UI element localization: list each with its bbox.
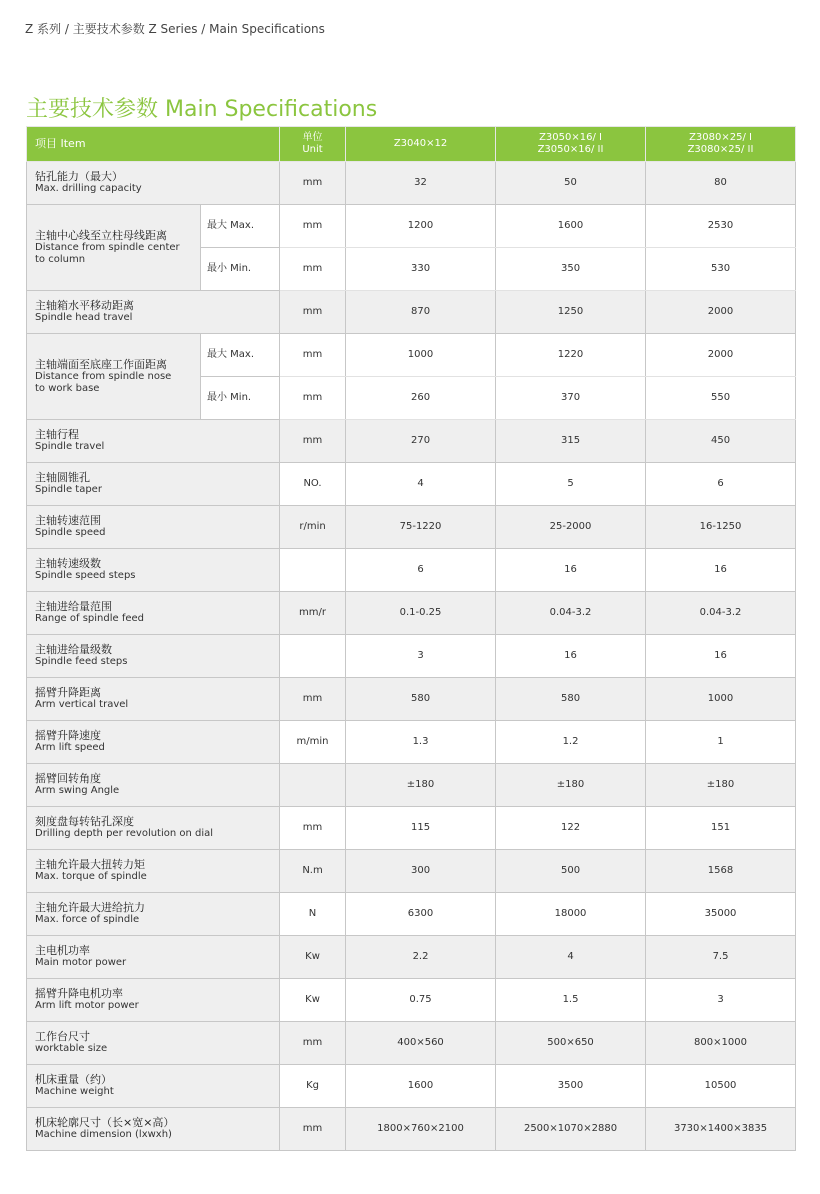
row-value-model-3: 10500 [646, 1065, 796, 1108]
table-row [27, 420, 796, 463]
row-value-model-3: 2000 [646, 291, 796, 334]
row-label-cn: 主轴箱水平移动距离 [35, 299, 134, 312]
row-value-model-3: 550 [646, 377, 796, 420]
header-model-1: Z3040×12 [346, 127, 496, 162]
row-unit: m/min [280, 721, 346, 764]
row-label-en: Spindle speed [35, 527, 106, 538]
table-row [27, 678, 796, 721]
row-label [27, 764, 280, 807]
row-label-en: Spindle taper [35, 484, 102, 495]
row-value-model-1: 870 [346, 291, 496, 334]
row-unit: Kw [280, 936, 346, 979]
row-value-model-3: 530 [646, 248, 796, 291]
row-label-cn: 主轴转速级数 [35, 557, 101, 570]
row-value-model-2: 16 [496, 635, 646, 678]
row-value-model-1: 4 [346, 463, 496, 506]
row-value-model-3: 2530 [646, 205, 796, 248]
table-row [27, 979, 796, 1022]
row-value-model-2: 50 [496, 162, 646, 205]
row-label-en: Spindle travel [35, 441, 105, 452]
row-value-model-3: 1568 [646, 850, 796, 893]
row-value-model-1: 330 [346, 248, 496, 291]
header-item: 项目 Item [27, 127, 280, 162]
page-title: 主要技术参数 Main Specifications [26, 97, 378, 122]
row-value-model-2: 5 [496, 463, 646, 506]
row-label [27, 549, 280, 592]
header-model-3 [646, 127, 796, 162]
row-value-model-2: 370 [496, 377, 646, 420]
table-row [27, 807, 796, 850]
row-unit: mm [280, 377, 346, 420]
header-model-2 [496, 127, 646, 162]
row-value-model-1: 6300 [346, 893, 496, 936]
row-value-model-2: 580 [496, 678, 646, 721]
row-value-model-1: 300 [346, 850, 496, 893]
row-label-cn: 主轴圆锥孔 [35, 471, 90, 484]
row-label-cn: 主轴转速范围 [35, 514, 101, 527]
row-label-cn: 机床重量（约） [35, 1073, 112, 1086]
row-value-model-3: 2000 [646, 334, 796, 377]
row-value-model-3: 16 [646, 635, 796, 678]
row-value-model-3: 1000 [646, 678, 796, 721]
row-unit: Kw [280, 979, 346, 1022]
row-label-en: Spindle head travel [35, 312, 133, 323]
row-value-model-1: 75-1220 [346, 506, 496, 549]
row-label-en: Arm lift motor power [35, 1000, 139, 1011]
row-value-model-1: 270 [346, 420, 496, 463]
row-unit: mm [280, 1022, 346, 1065]
header-model-2-line2: Z3050×16/ II [537, 144, 604, 155]
row-value-model-2: 25-2000 [496, 506, 646, 549]
row-label-en: Max. force of spindle [35, 914, 140, 925]
row-label [27, 678, 280, 721]
row-value-model-1: 1600 [346, 1065, 496, 1108]
row-label-cn: 摇臂升降距离 [35, 686, 101, 699]
row-value-model-1: 0.1-0.25 [346, 592, 496, 635]
header-unit [280, 127, 346, 162]
row-label [27, 420, 280, 463]
row-label-cn: 钻孔能力（最大） [35, 170, 123, 183]
breadcrumb: Z 系列 / 主要技术参数 Z Series / Main Specifications [25, 22, 325, 36]
row-label-en: Drilling depth per revolution on dial [35, 828, 214, 839]
row-value-model-1: 1000 [346, 334, 496, 377]
row-value-model-2: 1600 [496, 205, 646, 248]
row-label [27, 1065, 280, 1108]
row-value-model-1: 0.75 [346, 979, 496, 1022]
row-label-en: Spindle speed steps [35, 570, 136, 581]
row-value-model-2: 2500×1070×2880 [496, 1108, 646, 1151]
row-label-cn: 主轴行程 [35, 428, 79, 441]
row-value-model-1: 580 [346, 678, 496, 721]
row-label-en: Max. torque of spindle [35, 871, 147, 882]
row-label-cn: 摇臂升降速度 [35, 729, 101, 742]
table-row [27, 162, 796, 205]
row-label [27, 936, 280, 979]
header-unit-en: Unit [302, 144, 323, 155]
row-value-model-1: 32 [346, 162, 496, 205]
table-row [27, 764, 796, 807]
row-value-model-3: 16 [646, 549, 796, 592]
row-value-model-3: ±180 [646, 764, 796, 807]
row-unit: mm/r [280, 592, 346, 635]
table-row [27, 1108, 796, 1151]
row-label-cn: 机床轮廓尺寸（长×宽×高） [35, 1116, 175, 1129]
table-row [27, 506, 796, 549]
row-label-en-cont: to column [35, 253, 86, 265]
row-label-en-cont: to work base [35, 382, 100, 394]
row-value-model-2: 315 [496, 420, 646, 463]
header-model-2-line1: Z3050×16/ I [539, 132, 602, 143]
row-value-model-2: 3500 [496, 1065, 646, 1108]
row-unit: mm [280, 1108, 346, 1151]
row-label [27, 635, 280, 678]
row-unit: Kg [280, 1065, 346, 1108]
row-label [27, 850, 280, 893]
row-value-model-1: 1800×760×2100 [346, 1108, 496, 1151]
row-value-model-3: 0.04-3.2 [646, 592, 796, 635]
row-label-cn: 主轴中心线至立柱母线距离 [35, 228, 167, 242]
row-label [27, 506, 280, 549]
row-value-model-1: ±180 [346, 764, 496, 807]
row-label-cn: 主轴允许最大扭转力矩 [35, 858, 145, 871]
row-label-cn: 主电机功率 [35, 944, 90, 957]
row-label-en: worktable size [35, 1043, 108, 1054]
row-value-model-3: 80 [646, 162, 796, 205]
row-label-en: Max. drilling capacity [35, 183, 142, 194]
row-label-en: Arm vertical travel [35, 699, 129, 710]
row-label-en: Spindle feed steps [35, 656, 128, 667]
row-label [27, 463, 280, 506]
row-value-model-1: 1200 [346, 205, 496, 248]
row-value-model-3: 3 [646, 979, 796, 1022]
row-label-cn: 主轴允许最大进给抗力 [35, 901, 145, 914]
row-value-model-1: 1.3 [346, 721, 496, 764]
row-label [27, 893, 280, 936]
table-row [27, 1065, 796, 1108]
row-unit [280, 635, 346, 678]
row-label [27, 721, 280, 764]
row-label [27, 291, 280, 334]
row-value-model-3: 6 [646, 463, 796, 506]
row-sublabel-min: 最小 Min. [201, 377, 280, 420]
table-row [27, 893, 796, 936]
row-label-cn: 主轴端面至底座工作面距离 [35, 357, 167, 371]
table-row [27, 936, 796, 979]
row-unit: r/min [280, 506, 346, 549]
table-row [27, 463, 796, 506]
table-row [27, 549, 796, 592]
row-label-en: Distance from spindle nose [35, 370, 172, 382]
row-value-model-3: 151 [646, 807, 796, 850]
row-label-en: Machine dimension (lxwxh) [35, 1129, 172, 1140]
row-unit: mm [280, 162, 346, 205]
table-row [27, 721, 796, 764]
table-row [27, 1022, 796, 1065]
row-label [27, 592, 280, 635]
row-label-cn: 刻度盘每转钻孔深度 [35, 815, 134, 828]
row-unit [280, 549, 346, 592]
row-value-model-1: 400×560 [346, 1022, 496, 1065]
row-label-en: Main motor power [35, 957, 127, 968]
row-unit: N [280, 893, 346, 936]
row-label [27, 979, 280, 1022]
row-value-model-2: 1250 [496, 291, 646, 334]
row-unit: N.m [280, 850, 346, 893]
table-header-row [27, 127, 796, 162]
row-label [27, 1108, 280, 1151]
row-value-model-2: ±180 [496, 764, 646, 807]
row-sublabel-max: 最大 Max. [201, 205, 280, 248]
row-value-model-3: 3730×1400×3835 [646, 1108, 796, 1151]
row-label [27, 1022, 280, 1065]
row-label-cn: 主轴进给量范围 [35, 600, 112, 613]
table-row [27, 205, 796, 248]
header-model-3-line2: Z3080×25/ II [687, 144, 754, 155]
row-value-model-2: 16 [496, 549, 646, 592]
row-label-cn: 摇臂升降电机功率 [35, 987, 123, 1000]
row-label [27, 162, 280, 205]
row-value-model-1: 2.2 [346, 936, 496, 979]
row-unit: mm [280, 205, 346, 248]
row-value-model-2: 1.5 [496, 979, 646, 1022]
row-value-model-1: 260 [346, 377, 496, 420]
row-value-model-2: 350 [496, 248, 646, 291]
row-value-model-3: 800×1000 [646, 1022, 796, 1065]
row-value-model-2: 500 [496, 850, 646, 893]
row-value-model-3: 35000 [646, 893, 796, 936]
row-sublabel-min: 最小 Min. [201, 248, 280, 291]
row-unit: mm [280, 248, 346, 291]
table-row [27, 850, 796, 893]
row-value-model-3: 1 [646, 721, 796, 764]
row-value-model-2: 18000 [496, 893, 646, 936]
header-model-3-line1: Z3080×25/ I [689, 132, 752, 143]
row-label-en: Range of spindle feed [35, 613, 144, 624]
row-label-cn: 工作台尺寸 [35, 1030, 90, 1043]
row-value-model-1: 115 [346, 807, 496, 850]
row-value-model-2: 122 [496, 807, 646, 850]
header-unit-cn: 单位 [302, 132, 323, 143]
row-label [27, 205, 201, 291]
row-value-model-1: 6 [346, 549, 496, 592]
row-value-model-2: 1.2 [496, 721, 646, 764]
row-unit: mm [280, 420, 346, 463]
row-label [27, 807, 280, 850]
row-label-en: Machine weight [35, 1086, 114, 1097]
row-unit: mm [280, 334, 346, 377]
row-label [27, 334, 201, 420]
row-label-en: Arm swing Angle [35, 785, 120, 796]
row-value-model-2: 0.04-3.2 [496, 592, 646, 635]
row-value-model-2: 4 [496, 936, 646, 979]
row-sublabel-max: 最大 Max. [201, 334, 280, 377]
row-value-model-2: 500×650 [496, 1022, 646, 1065]
row-label-en: Arm lift speed [35, 742, 105, 753]
row-value-model-2: 1220 [496, 334, 646, 377]
row-label-cn: 主轴进给量级数 [35, 643, 112, 656]
row-value-model-3: 16-1250 [646, 506, 796, 549]
row-value-model-3: 450 [646, 420, 796, 463]
row-unit: mm [280, 678, 346, 721]
row-unit [280, 764, 346, 807]
row-label-cn: 摇臂回转角度 [35, 772, 101, 785]
row-unit: mm [280, 291, 346, 334]
spec-table [26, 126, 796, 1151]
row-label-en: Distance from spindle center [35, 241, 180, 253]
table-row [27, 334, 796, 377]
table-row [27, 592, 796, 635]
row-value-model-3: 7.5 [646, 936, 796, 979]
table-row [27, 291, 796, 334]
table-row [27, 635, 796, 678]
row-unit: mm [280, 807, 346, 850]
row-unit: NO. [280, 463, 346, 506]
row-value-model-1: 3 [346, 635, 496, 678]
